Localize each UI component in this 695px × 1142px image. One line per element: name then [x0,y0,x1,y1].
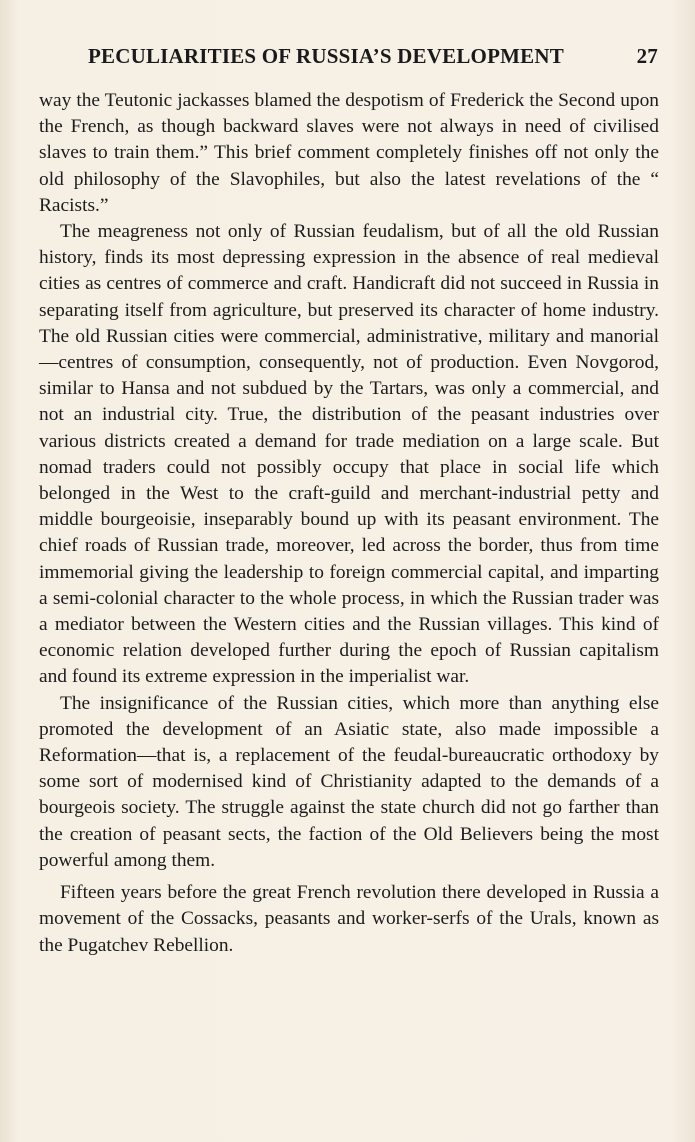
paragraph-meagreness: The meagreness not only of Russian feudalism, but of all the old Russian history, finds its most depressing expression in the absence of real medieval cities as centres of commerce and craft. Handicraft did not succeed in Russia in separating itself from agriculture, but preserved its character of home industry. The old Russian cities were commercial, administrative, military and manorial—centres of consumption, consequently, not of production. Even Novgorod, similar to Hansa and not subdued by the Tartars, was only a commercial, and not an industrial city. True, the distribution of the peasant industries over various districts created a demand for trade mediation on a large scale. But nomad traders could not possibly occupy that place in social life which belonged in the West to the craft-guild and merchant-industrial petty and middle bourgeoisie, inseparably bound up with its peasant environment. The chief roads of Russian trade, moreover, led across the border, thus from time immemorial giving the leadership to foreign commercial capital, and imparting a semi-colonial character to the whole process, in which the Russian trader was a mediator between the Western cities and the Russian villages. This kind of economic relation developed further during the epoch of Russian capitalism and found its extreme expression in the imperialist war. [39,221,659,688]
running-title: PECULIARITIES OF RUSSIA’S DEVELOPMENT [88,44,564,68]
body-text [39,88,659,959]
paragraph-insignificance: The insignificance of the Russian cities, which more than anything else promoted the development of an Asiatic state, also made impossible a Reformation—that is, a replacement of the feudal-bureaucratic orthodoxy by some sort of modernised kind of Christianity adapted to the demands of a bourgeois society. The struggle against the state church did not go farther than the creation of peasant sects, the faction of the Old Believers being the most powerful among them. [39,692,659,871]
running-header [80,42,658,74]
page-number: 27 [636,44,658,68]
paragraph-continuation: way the Teutonic jackasses blamed the despotism of Frederick the Second upon the French, as though backward slaves were not always in need of civilised slaves to train them.” This brief comment completely finishes off not only the old philosophy of the Slavophiles, but also the latest revelations of the “ Racists.” [39,90,659,216]
paragraph-pugatchev: Fifteen years before the great French revolution there developed in Russia a movement of the Cossacks, peasants and worker-serfs of the Urals, known as the Pugatchev Rebellion. [39,882,659,956]
